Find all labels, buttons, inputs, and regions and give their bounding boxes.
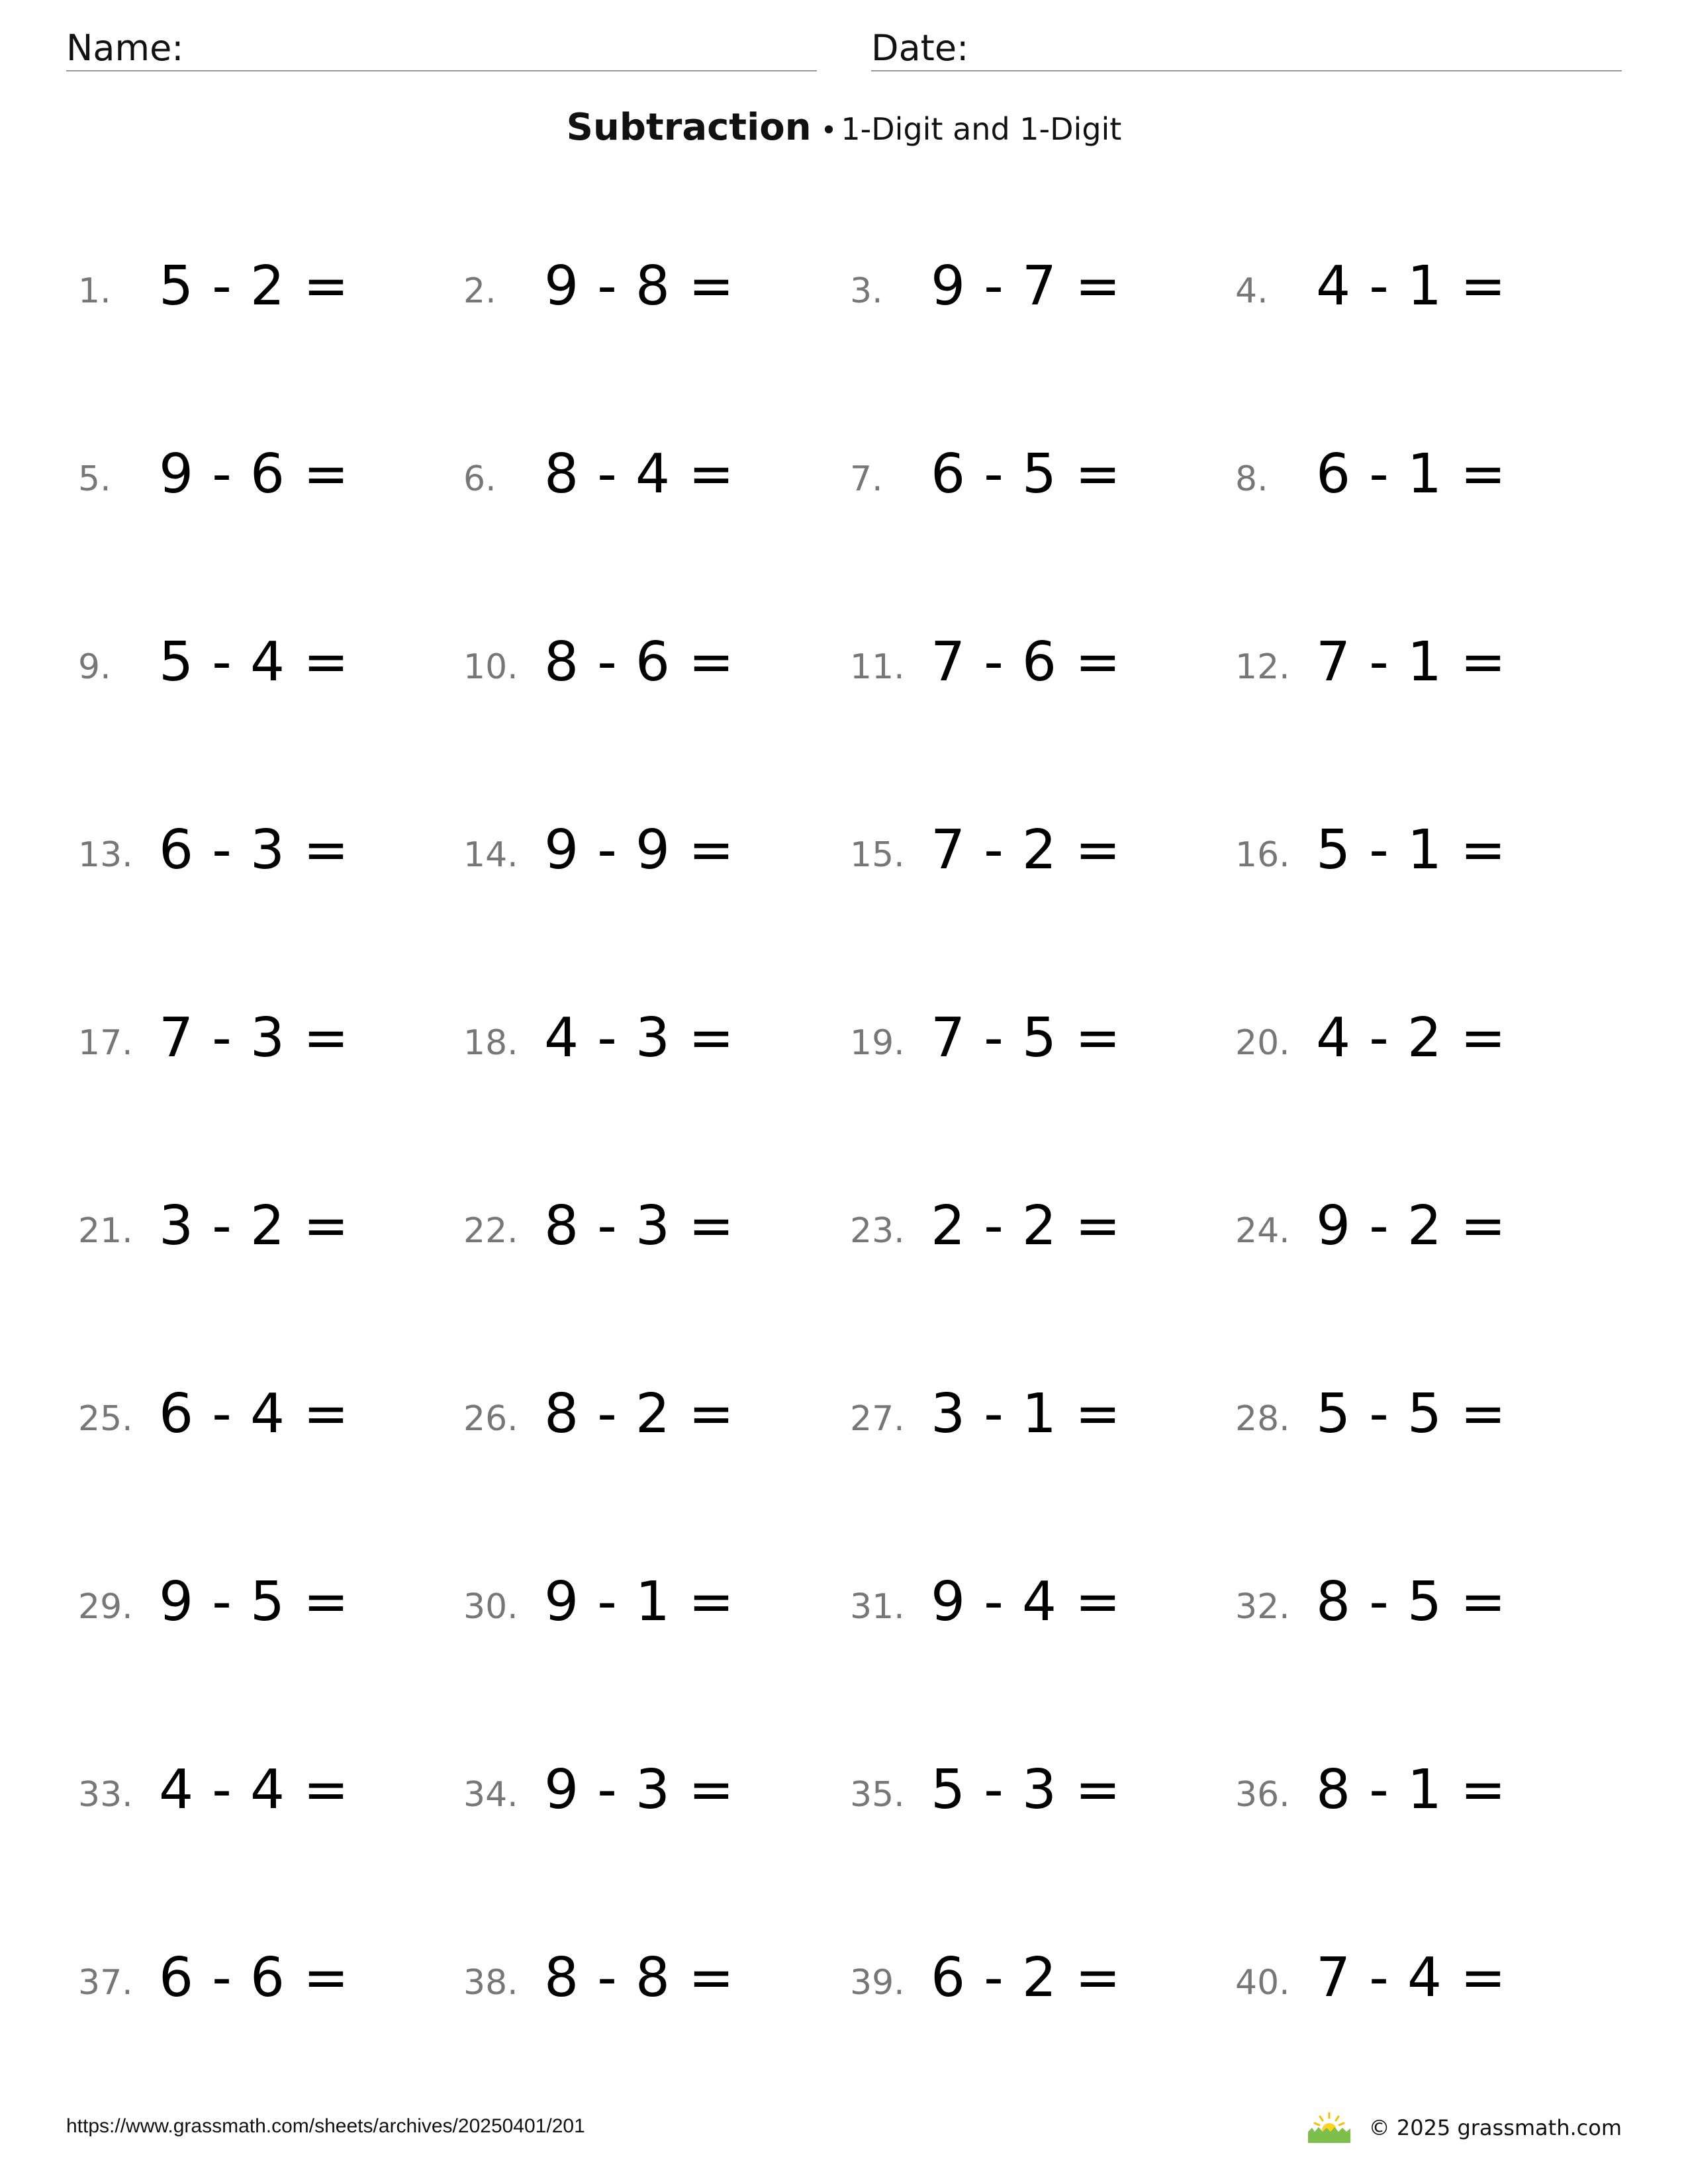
problem-expression: 6 - 3 = [159, 819, 350, 882]
problem-item [850, 1755, 1221, 1828]
problem-number: 40. [1235, 1963, 1290, 2003]
problem-expression: 9 - 3 = [544, 1758, 735, 1821]
problem-item [78, 1567, 449, 1640]
problem-number: 18. [463, 1023, 518, 1063]
problem-number: 37. [78, 1963, 133, 2003]
date-label: Date: [871, 27, 969, 69]
footer-brand [1307, 2111, 1622, 2144]
problem-expression: 8 - 6 = [544, 631, 735, 694]
problem-item [463, 251, 834, 324]
problem-expression: 5 - 3 = [931, 1758, 1121, 1821]
problem-number: 29. [78, 1587, 133, 1627]
problem-number: 21. [78, 1211, 133, 1251]
problem-expression: 4 - 3 = [544, 1007, 735, 1069]
problem-expression: 4 - 2 = [1316, 1007, 1507, 1069]
title-main: Subtraction [566, 106, 812, 149]
problem-number: 5. [78, 459, 111, 499]
problem-expression: 9 - 6 = [159, 443, 350, 506]
problem-item [850, 1379, 1221, 1452]
problem-number: 24. [1235, 1211, 1290, 1251]
problem-item [78, 439, 449, 512]
problem-item [463, 1379, 834, 1452]
problem-number: 32. [1235, 1587, 1290, 1627]
problem-item [463, 1943, 834, 2016]
problem-expression: 8 - 4 = [544, 443, 735, 506]
problem-item [463, 1191, 834, 1264]
problem-number: 25. [78, 1399, 133, 1439]
problem-number: 38. [463, 1963, 518, 2003]
problem-expression: 9 - 7 = [931, 255, 1121, 318]
problem-expression: 9 - 2 = [1316, 1195, 1507, 1257]
problem-item [78, 1943, 449, 2016]
problem-item [850, 251, 1221, 324]
problem-number: 13. [78, 835, 133, 875]
problem-number: 20. [1235, 1023, 1290, 1063]
problem-expression: 7 - 4 = [1316, 1946, 1507, 2009]
problem-item [850, 439, 1221, 512]
problem-number: 30. [463, 1587, 518, 1627]
problem-number: 14. [463, 835, 518, 875]
problem-number: 27. [850, 1399, 905, 1439]
problem-item [463, 1567, 834, 1640]
problem-item [1235, 1567, 1606, 1640]
problem-expression: 7 - 3 = [159, 1007, 350, 1069]
problem-item [850, 1567, 1221, 1640]
problem-item [78, 627, 449, 700]
problem-expression: 5 - 1 = [1316, 819, 1507, 882]
problem-expression: 7 - 5 = [931, 1007, 1121, 1069]
problem-expression: 5 - 2 = [159, 255, 350, 318]
problem-expression: 6 - 5 = [931, 443, 1121, 506]
problem-expression: 9 - 1 = [544, 1570, 735, 1633]
problem-number: 9. [78, 647, 111, 687]
problem-number: 31. [850, 1587, 905, 1627]
footer-url: https://www.grassmath.com/sheets/archives/20250401/201 [66, 2115, 585, 2137]
problem-expression: 7 - 2 = [931, 819, 1121, 882]
problem-item [1235, 1379, 1606, 1452]
problem-item [1235, 439, 1606, 512]
problem-number: 7. [850, 459, 883, 499]
problem-expression: 3 - 1 = [931, 1383, 1121, 1445]
problem-item [78, 1755, 449, 1828]
problem-number: 2. [463, 271, 496, 311]
problem-expression: 6 - 4 = [159, 1383, 350, 1445]
problem-expression: 9 - 8 = [544, 255, 735, 318]
problem-number: 39. [850, 1963, 905, 2003]
problem-expression: 8 - 2 = [544, 1383, 735, 1445]
problem-number: 23. [850, 1211, 905, 1251]
problem-number: 10. [463, 647, 518, 687]
problem-item [1235, 1003, 1606, 1076]
grass-sun-logo-icon [1307, 2112, 1352, 2144]
problem-number: 12. [1235, 647, 1290, 687]
problem-expression: 8 - 8 = [544, 1946, 735, 2009]
title-subtitle: 1-Digit and 1-Digit [841, 111, 1122, 147]
title-bullet: • [820, 114, 837, 146]
problem-expression: 9 - 9 = [544, 819, 735, 882]
problem-item [1235, 1943, 1606, 2016]
problem-number: 22. [463, 1211, 518, 1251]
problem-item [850, 815, 1221, 888]
problem-expression: 3 - 2 = [159, 1195, 350, 1257]
problem-expression: 7 - 1 = [1316, 631, 1507, 694]
problem-expression: 7 - 6 = [931, 631, 1121, 694]
problem-number: 1. [78, 271, 111, 311]
problem-expression: 9 - 5 = [159, 1570, 350, 1633]
problem-item [850, 627, 1221, 700]
problem-item [850, 1943, 1221, 2016]
problem-number: 11. [850, 647, 905, 687]
problem-expression: 5 - 4 = [159, 631, 350, 694]
problem-item [78, 1003, 449, 1076]
problem-expression: 6 - 6 = [159, 1946, 350, 2009]
problem-expression: 8 - 5 = [1316, 1570, 1507, 1633]
problem-expression: 5 - 5 = [1316, 1383, 1507, 1445]
problem-item [850, 1003, 1221, 1076]
problem-number: 16. [1235, 835, 1290, 875]
problem-number: 4. [1235, 271, 1268, 311]
problem-number: 8. [1235, 459, 1268, 499]
problem-item [463, 439, 834, 512]
problem-item [1235, 1755, 1606, 1828]
problem-number: 3. [850, 271, 883, 311]
problem-number: 19. [850, 1023, 905, 1063]
problem-expression: 8 - 3 = [544, 1195, 735, 1257]
problem-item [78, 1379, 449, 1452]
problem-expression: 6 - 1 = [1316, 443, 1507, 506]
problem-expression: 4 - 4 = [159, 1758, 350, 1821]
problem-number: 28. [1235, 1399, 1290, 1439]
problem-item [1235, 1191, 1606, 1264]
problem-number: 15. [850, 835, 905, 875]
problem-item [78, 815, 449, 888]
problem-number: 17. [78, 1023, 133, 1063]
problem-number: 36. [1235, 1775, 1290, 1815]
problem-item [463, 1755, 834, 1828]
problem-item [78, 1191, 449, 1264]
problem-number: 6. [463, 459, 496, 499]
problem-item [463, 1003, 834, 1076]
problem-number: 26. [463, 1399, 518, 1439]
problem-expression: 6 - 2 = [931, 1946, 1121, 2009]
problem-expression: 8 - 1 = [1316, 1758, 1507, 1821]
problem-expression: 2 - 2 = [931, 1195, 1121, 1257]
problem-item [463, 627, 834, 700]
problem-number: 35. [850, 1775, 905, 1815]
problem-item [78, 251, 449, 324]
problem-item [850, 1191, 1221, 1264]
problem-expression: 4 - 1 = [1316, 255, 1507, 318]
problem-item [1235, 251, 1606, 324]
problem-item [463, 815, 834, 888]
problem-item [1235, 815, 1606, 888]
problem-number: 34. [463, 1775, 518, 1815]
copyright: © 2025 grassmath.com [1368, 2115, 1622, 2140]
problem-expression: 9 - 4 = [931, 1570, 1121, 1633]
name-label: Name: [66, 27, 184, 69]
problem-number: 33. [78, 1775, 133, 1815]
problem-item [1235, 627, 1606, 700]
